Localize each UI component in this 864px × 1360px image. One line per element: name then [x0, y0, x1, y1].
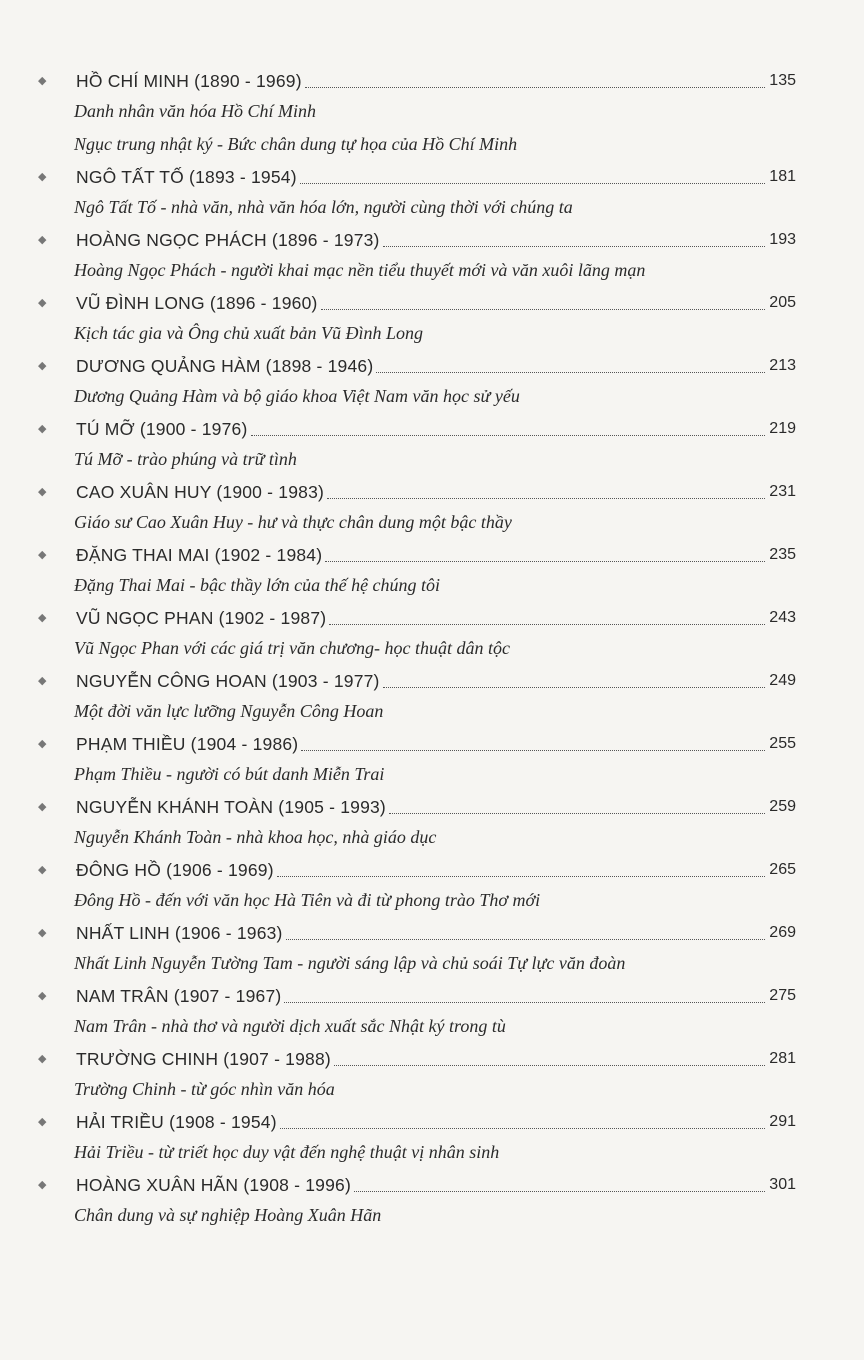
- toc-entry: [36, 66, 796, 162]
- author-name: ĐẶNG THAI MAI (1902 - 1984): [76, 545, 323, 565]
- page-number: 243: [769, 609, 796, 626]
- article-title: Kịch tác gia và Ông chủ xuất bản Vũ Đình Long: [74, 323, 423, 343]
- article-title: Một đời văn lực lưỡng Nguyễn Công Hoan: [74, 701, 384, 721]
- diamond-bullet-icon: ◆: [38, 548, 47, 561]
- toc-entry: [36, 225, 796, 288]
- toc-entry-heading: [36, 729, 796, 759]
- toc-entry: [36, 1107, 796, 1170]
- author-name: NAM TRÂN (1907 - 1967): [76, 986, 282, 1006]
- toc-entry: [36, 477, 796, 540]
- toc-entry: [36, 855, 796, 918]
- author-name: VŨ ĐÌNH LONG (1896 - 1960): [76, 293, 318, 313]
- dot-leader: [354, 1191, 765, 1192]
- page-number: 193: [769, 231, 796, 248]
- article-title: Danh nhân văn hóa Hồ Chí Minh: [74, 101, 316, 121]
- toc-entry-heading: [36, 1170, 796, 1200]
- dot-leader: [334, 1065, 765, 1066]
- dot-leader: [321, 309, 766, 310]
- diamond-bullet-icon: ◆: [38, 74, 47, 87]
- dot-leader: [280, 1128, 766, 1129]
- toc-entry: [36, 1044, 796, 1107]
- toc-entry: [36, 1170, 796, 1233]
- toc-entry: [36, 162, 796, 225]
- dot-leader: [286, 939, 766, 940]
- dot-leader: [383, 246, 766, 247]
- diamond-bullet-icon: ◆: [38, 611, 47, 624]
- toc-entry-heading: [36, 288, 796, 318]
- diamond-bullet-icon: ◆: [38, 359, 47, 372]
- diamond-bullet-icon: ◆: [38, 422, 47, 435]
- page-number: 231: [769, 483, 796, 500]
- dot-leader: [389, 813, 765, 814]
- article-title: Tú Mỡ - trào phúng và trữ tình: [74, 449, 297, 469]
- page-number: 181: [769, 168, 796, 185]
- toc-entry: [36, 351, 796, 414]
- page-number: 249: [769, 672, 796, 689]
- diamond-bullet-icon: ◆: [38, 989, 47, 1002]
- article-title: Giáo sư Cao Xuân Huy - hư và thực chân dung một bậc thầy: [74, 512, 512, 532]
- article-title: Trường Chinh - từ góc nhìn văn hóa: [74, 1079, 335, 1099]
- page-number: 259: [769, 798, 796, 815]
- article-title: Đông Hồ - đến với văn học Hà Tiên và đi từ phong trào Thơ mới: [74, 890, 541, 910]
- toc-entry-heading: [36, 1107, 796, 1137]
- article-title: Hải Triều - từ triết học duy vật đến nghệ thuật vị nhân sinh: [74, 1142, 500, 1162]
- toc-entry-heading: [36, 603, 796, 633]
- author-name: NGUYỄN KHÁNH TOÀN (1905 - 1993): [76, 797, 386, 817]
- author-name: HOÀNG XUÂN HÃN (1908 - 1996): [76, 1175, 351, 1195]
- toc-entry-heading: [36, 981, 796, 1011]
- author-name: TRƯỜNG CHINH (1907 - 1988): [76, 1049, 331, 1069]
- article-title: Hoàng Ngọc Phách - người khai mạc nền tiểu thuyết mới và văn xuôi lãng mạn: [74, 260, 646, 280]
- dot-leader: [300, 183, 766, 184]
- dot-leader: [284, 1002, 765, 1003]
- page-number: 135: [769, 72, 796, 89]
- page-number: 205: [769, 294, 796, 311]
- dot-leader: [305, 87, 766, 88]
- page-number: 291: [769, 1113, 796, 1130]
- toc-entry-heading: [36, 666, 796, 696]
- toc-entry: [36, 603, 796, 666]
- page-number: 265: [769, 861, 796, 878]
- toc-entry-heading: [36, 225, 796, 255]
- article-title: Đặng Thai Mai - bậc thầy lớn của thế hệ chúng tôi: [74, 575, 441, 595]
- page-number: 255: [769, 735, 796, 752]
- toc-entry-heading: [36, 66, 796, 96]
- author-name: ĐÔNG HỒ (1906 - 1969): [76, 860, 274, 880]
- toc-entry: [36, 666, 796, 729]
- diamond-bullet-icon: ◆: [38, 800, 47, 813]
- toc-entry: [36, 981, 796, 1044]
- toc-entry-heading: [36, 162, 796, 192]
- article-title: Nam Trân - nhà thơ và người dịch xuất sắc Nhật ký trong tù: [74, 1016, 506, 1036]
- author-name: VŨ NGỌC PHAN (1902 - 1987): [76, 608, 327, 628]
- author-name: HỒ CHÍ MINH (1890 - 1969): [76, 71, 302, 91]
- toc-entry-heading: [36, 918, 796, 948]
- article-title: Ngục trung nhật ký - Bức chân dung tự họa của Hồ Chí Minh: [74, 134, 518, 154]
- page-number: 281: [769, 1050, 796, 1067]
- diamond-bullet-icon: ◆: [38, 296, 47, 309]
- toc-entry: [36, 918, 796, 981]
- diamond-bullet-icon: ◆: [38, 674, 47, 687]
- diamond-bullet-icon: ◆: [38, 926, 47, 939]
- toc-entry-heading: [36, 855, 796, 885]
- toc-entry: [36, 792, 796, 855]
- article-title: Ngô Tất Tố - nhà văn, nhà văn hóa lớn, người cùng thời với chúng ta: [74, 197, 573, 217]
- diamond-bullet-icon: ◆: [38, 1052, 47, 1065]
- toc-entry: [36, 288, 796, 351]
- author-name: CAO XUÂN HUY (1900 - 1983): [76, 482, 325, 502]
- page-number: 219: [769, 420, 796, 437]
- toc-entry-heading: [36, 540, 796, 570]
- article-title: Nguyễn Khánh Toàn - nhà khoa học, nhà giáo dục: [74, 827, 437, 847]
- diamond-bullet-icon: ◆: [38, 1178, 47, 1191]
- toc-entry-heading: [36, 351, 796, 381]
- article-title: Chân dung và sự nghiệp Hoàng Xuân Hãn: [74, 1205, 382, 1225]
- dot-leader: [251, 435, 766, 436]
- diamond-bullet-icon: ◆: [38, 170, 47, 183]
- author-name: DƯƠNG QUẢNG HÀM (1898 - 1946): [76, 356, 374, 376]
- author-name: NHẤT LINH (1906 - 1963): [76, 923, 283, 943]
- dot-leader: [325, 561, 765, 562]
- diamond-bullet-icon: ◆: [38, 863, 47, 876]
- author-name: NGUYỄN CÔNG HOAN (1903 - 1977): [76, 671, 380, 691]
- article-title: Nhất Linh Nguyễn Tường Tam - người sáng lập và chủ soái Tự lực văn đoàn: [74, 953, 626, 973]
- diamond-bullet-icon: ◆: [38, 233, 47, 246]
- page-number: 213: [769, 357, 796, 374]
- toc-entry: [36, 540, 796, 603]
- page-number: 269: [769, 924, 796, 941]
- article-title: Vũ Ngọc Phan với các giá trị văn chương- học thuật dân tộc: [74, 638, 510, 658]
- dot-leader: [327, 498, 765, 499]
- author-name: HẢI TRIỀU (1908 - 1954): [76, 1112, 277, 1132]
- diamond-bullet-icon: ◆: [38, 485, 47, 498]
- dot-leader: [277, 876, 766, 877]
- dot-leader: [301, 750, 765, 751]
- diamond-bullet-icon: ◆: [38, 737, 47, 750]
- toc-entry: [36, 729, 796, 792]
- page-number: 301: [769, 1176, 796, 1193]
- author-name: NGÔ TẤT TỐ (1893 - 1954): [76, 167, 297, 187]
- page-number: 275: [769, 987, 796, 1004]
- diamond-bullet-icon: ◆: [38, 1115, 47, 1128]
- toc-entry-heading: [36, 414, 796, 444]
- article-title: Dương Quảng Hàm và bộ giáo khoa Việt Nam văn học sử yếu: [74, 386, 520, 406]
- author-name: HOÀNG NGỌC PHÁCH (1896 - 1973): [76, 230, 380, 250]
- dot-leader: [376, 372, 765, 373]
- toc-entry-heading: [36, 792, 796, 822]
- table-of-contents: [36, 66, 796, 1233]
- toc-entry-heading: [36, 1044, 796, 1074]
- dot-leader: [329, 624, 765, 625]
- author-name: PHẠM THIỀU (1904 - 1986): [76, 734, 299, 754]
- dot-leader: [383, 687, 766, 688]
- toc-entry-heading: [36, 477, 796, 507]
- author-name: TÚ MỠ (1900 - 1976): [76, 419, 248, 439]
- page-number: 235: [769, 546, 796, 563]
- article-title: Phạm Thiều - người có bút danh Miễn Trai: [74, 764, 385, 784]
- toc-entry: [36, 414, 796, 477]
